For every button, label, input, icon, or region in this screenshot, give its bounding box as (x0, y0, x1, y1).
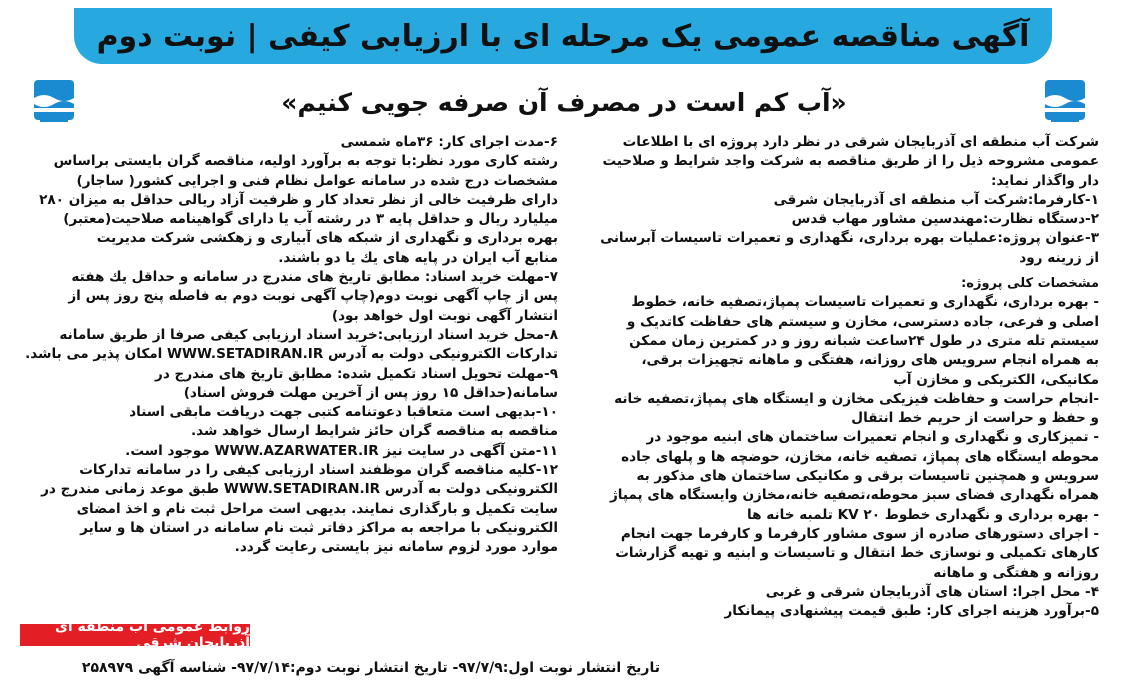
body-line: سرویس و همچنین تاسیسات برقی و مکانیکی ساختمان های مذکور به (636, 468, 1099, 485)
body-line: - اجرای دستورهای صادره از سوی مشاور کارفرما و کارفرما جهت انجام (620, 525, 1099, 542)
body-line: ۲-دستگاه نظارت:مهندسین مشاور مهاب قدس (791, 211, 1099, 228)
body-line: ۳-عنوان پروژه:عملیات بهره برداری، نگهداری و تعمیرات تاسیسات آبرسانی (600, 230, 1099, 247)
body-line: الکترونیکی با مراجعه به مراکز دفاتر ثبت نام سامانه در استان ها و سایر (80, 519, 558, 536)
body-line: شرکت آب منطقه ای آذربایجان شرقی در نظر دارد پروژه ای با اطلاعات (622, 134, 1099, 150)
body-line: ۶-مدت اجرای کار: ۳۶ماه شمسی (340, 134, 558, 150)
body-line: ۱-کارفرما:شرکت آب منطقه ای آذربایجان شرقی (773, 191, 1099, 208)
water-company-logo-icon (1041, 74, 1089, 126)
body-line: ۹-مهلت تحویل اسناد تکمیل شده: مطابق تاریخ های مندرج در (155, 365, 558, 382)
body-line: محوطه ایستگاه های پمپاژ، تصفیه خانه، مخازن، حوضچه ها و پلهای جاده (621, 448, 1099, 465)
body-line: ۷-مهلت خرید اسناد: مطابق تاریخ های مندرج در سامانه و حداقل یك هفته (71, 269, 558, 286)
body-line: سایت تکمیل و بارگذاری نمایند. بدیهی است مراحل ثبت نام و اخذ امضای (76, 500, 558, 517)
right-column (567, 133, 1099, 621)
body-line: بهره برداری و نگهداری از شبکه های آبیاری و زهکشی شرکت مدیریت (96, 230, 558, 247)
section-heading: مشخصات کلی پروژه: (961, 276, 1099, 292)
body-line: ۱۲-کلیه مناقصه گران موظفند اسناد ارزیابی کیفی را در سامانه تدارکات (79, 462, 558, 479)
body-line: و حفظ و حراست از حریم خط انتقال (851, 410, 1099, 427)
body-line: ۴- محل اجرا: استان های آذربایجان شرقی و غربی (765, 583, 1099, 600)
body-line: ۱۰-بدیهی است متعاقبا دعوتنامه کتبی جهت دریافت مابقی اسناد (129, 404, 558, 421)
body-line: اصلی و فرعی، جاده دسترسی، مخازن و سیستم های حفاظت کاتدیک و (626, 313, 1099, 330)
header-bar (74, 8, 1052, 64)
body-line: تدارکات الکترونیکی دولت به آدرس WWW.SETADIRAN.IR امکان پذیر می باشد. (25, 346, 558, 363)
body-line: دار واگذار نماید: (991, 172, 1099, 189)
left-column (20, 133, 558, 558)
body-line: ۸-محل خرید اسناد ارزیابی:خرید اسناد ارزیابی کیفی صرفا از طریق سامانه (59, 326, 558, 343)
body-line: همراه نگهداری فضای سبز محوطه،تصفیه خانه،مخازن وایستگاه های پمپاژ (609, 487, 1099, 504)
body-line: میلیارد ریال و حداقل پایه ۳ در رشته آب یا دارای گواهینامه صلاحیت(معتبر) (63, 211, 558, 228)
body-line: سیستم تله متری در طول ۲۴ساعت شبانه روز و در کمترین زمان ممکن (629, 332, 1099, 349)
body-line: منابع آب ایران در پایه های یك یا دو باشند. (278, 249, 558, 266)
body-line: مشخصات درج شده در سامانه عوامل نظام فنی و اجرایی کشور( ساجار) (76, 172, 558, 189)
body-line: از زرینه رود (1019, 249, 1099, 266)
public-relations-badge: روابط عمومی آب منطقه ای آذربایجان شرقی (20, 624, 250, 646)
body-line: ۱۱-متن آگهی در سایت نیز WWW.AZARWATER.IR موجود است. (125, 442, 558, 459)
body-line: رشته کاری مورد نظر:با توجه به برآورد اولیه، مناقصه گران بایستی براساس (53, 153, 558, 170)
body-line: ۵-برآورد هزینه اجرای کار: طبق قیمت پیشنهادی پیمانکار (724, 603, 1099, 620)
page-title: آگهی مناقصه عمومی یک مرحله ای با ارزیابی کیفی | نوبت دوم (96, 18, 1030, 54)
body-line: موارد مورد لزوم سامانه نیز بایستی رعایت گردد. (234, 539, 558, 556)
body-line: - تمیزکاری و نگهداری و انجام تعمیرات ساختمان های ابنیه موجود در (646, 429, 1099, 446)
body-line: سامانه(حداقل ۱۵ روز پس از آخرین مهلت فروش اسناد) (183, 384, 558, 401)
body-line: الکترونیکی دولت به آدرس WWW.SETADIRAN.IR طبق موعد زمانی مندرج در (41, 481, 558, 498)
body-line: - بهره برداری و نگهداری خطوط ۲۰ KV تلمبه خانه ها (747, 506, 1099, 523)
body-line: روزانه و هفتگی و ماهانه (933, 564, 1099, 581)
body-line: دارای ظرفیت خالی از نظر تعداد کار و ظرفیت آزاد ریالی حداقل به میزان ۲۸۰ (39, 191, 558, 208)
body-line: کارهای تکمیلی و نوسازی خط انتقال و تاسیسات و ابنیه و تهیه گزارشات (615, 545, 1099, 562)
body-line: پس از چاپ آگهی نوبت دوم(چاپ آگهی نوبت دوم به فاصله پنج روز پس از (68, 288, 558, 305)
body-line: انتشار آگهی نوبت اول خواهد بود) (331, 307, 558, 324)
slogan: «آب کم است در مصرف آن صرفه جویی کنیم» (281, 88, 847, 117)
publication-info: تاریخ انتشار نوبت اول:۹۷/۷/۹- تاریخ انتشار نوبت دوم:۹۷/۷/۱۴- شناسه آگهی ۲۵۸۹۷۹ (81, 660, 660, 676)
body-line: به همراه انجام سرویس های روزانه، هفتگی و ماهانه تجهیزات برقی، (641, 352, 1099, 369)
body-line: عمومی مشروحه ذیل را از طریق مناقصه به شرکت واجد شرایط و صلاحیت (602, 153, 1099, 170)
body-line: - بهره برداری، نگهداری و تعمیرات تاسیسات پمپاژ،تصفیه خانه، خطوط (631, 294, 1099, 311)
water-company-logo-icon (30, 74, 78, 126)
body-line: مناقصه به مناقصه گران حائز شرایط ارسال خواهد شد. (190, 423, 558, 440)
body-line: -انجام حراست و حفاظت فیزیکی مخازن و ایستگاه های پمپاژ،تصفیه خانه (614, 390, 1099, 407)
body-line: مکانیکی، الکتریکی و مخازن آب (893, 371, 1099, 388)
